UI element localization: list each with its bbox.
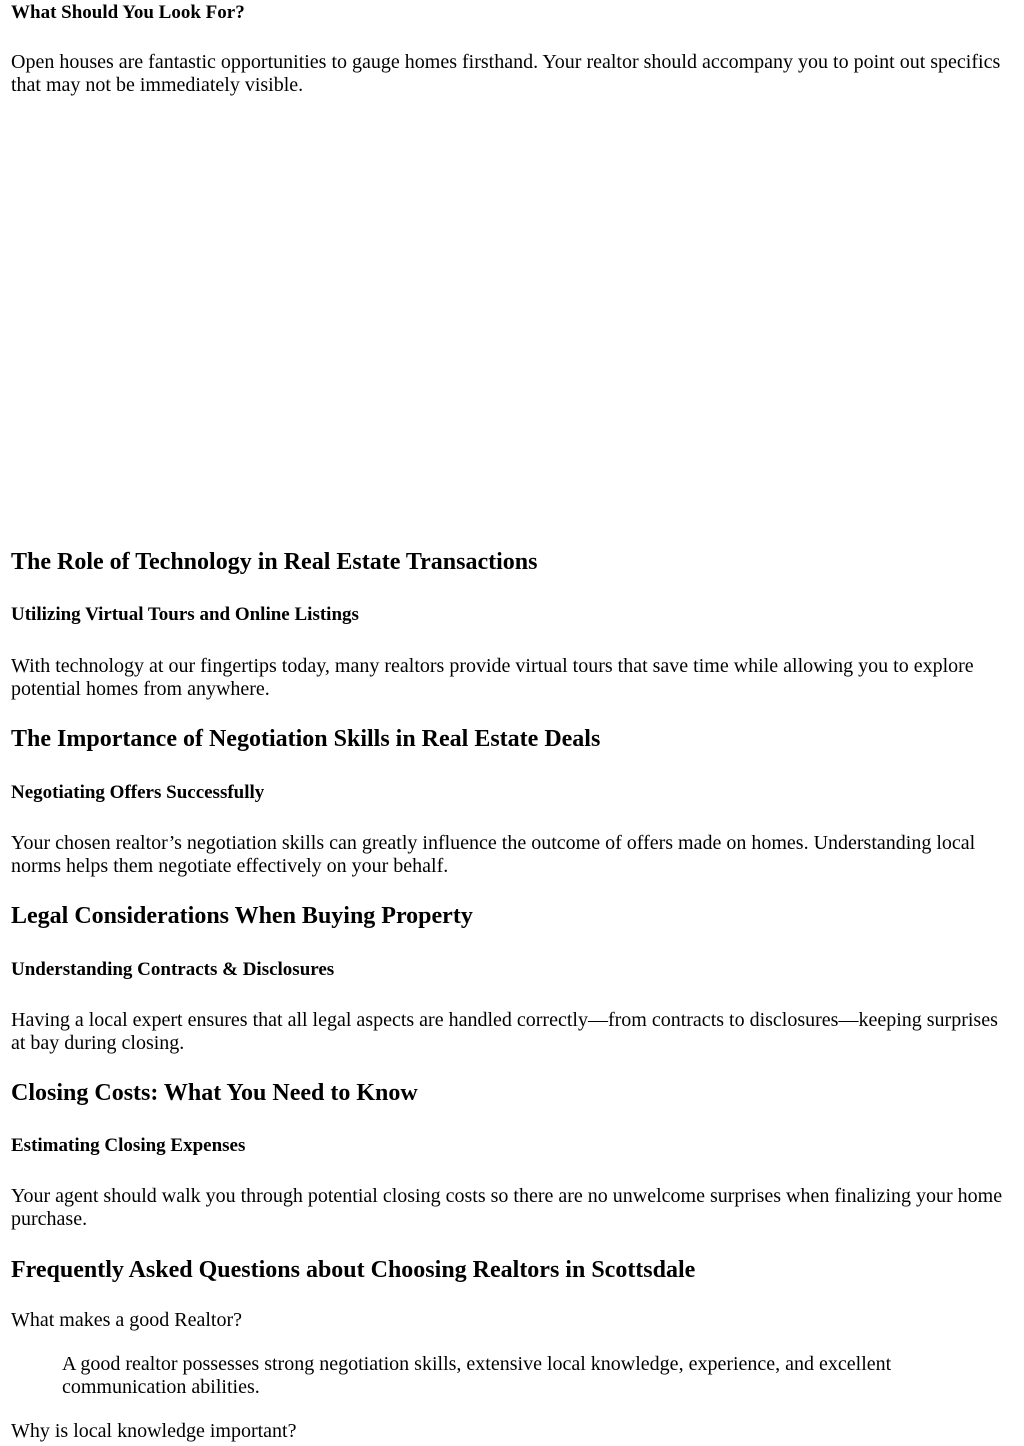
faq-question: Why is local knowledge important? bbox=[11, 1420, 297, 1442]
open-house-heading: What Should You Look For? bbox=[11, 2, 245, 23]
technology-subheading: Utilizing Virtual Tours and Online Listings bbox=[11, 604, 359, 625]
negotiation-subheading: Negotiating Offers Successfully bbox=[11, 782, 265, 803]
faq-question: What makes a good Realtor? bbox=[11, 1309, 243, 1331]
closing-subheading: Estimating Closing Expenses bbox=[11, 1135, 246, 1156]
empty-media-area bbox=[11, 98, 1011, 528]
negotiation-body: Your chosen realtor’s negotiation skills can greatly influence the outcome of offers made on homes. Understanding local norms helps them negotiate effectively on your behalf. bbox=[11, 832, 976, 877]
closing-body: Your agent should walk you through potential closing costs so there are no unwelcome surprises when finalizing your home purchase. bbox=[11, 1185, 1003, 1230]
legal-subheading: Understanding Contracts & Disclosures bbox=[11, 959, 335, 980]
technology-body: With technology at our fingertips today, many realtors provide virtual tours that save time while allowing you to explore potential homes from anywhere. bbox=[11, 655, 974, 700]
open-house-body: Open houses are fantastic opportunities to gauge homes firsthand. Your realtor should accompany you to point out specifics that may not be immediately visible. bbox=[11, 51, 1001, 96]
legal-body: Having a local expert ensures that all legal aspects are handled correctly—from contracts to disclosures—keeping surprises at bay during closing. bbox=[11, 1009, 998, 1054]
faq-answer: A good realtor possesses strong negotiation skills, extensive local knowledge, experience, and excellent communication abilities. bbox=[62, 1353, 892, 1398]
technology-heading: The Role of Technology in Real Estate Transactions bbox=[11, 549, 538, 575]
negotiation-heading: The Importance of Negotiation Skills in Real Estate Deals bbox=[11, 726, 601, 752]
legal-heading: Legal Considerations When Buying Property bbox=[11, 903, 473, 929]
faq-heading: Frequently Asked Questions about Choosing Realtors in Scottsdale bbox=[11, 1257, 696, 1283]
closing-heading: Closing Costs: What You Need to Know bbox=[11, 1080, 418, 1106]
